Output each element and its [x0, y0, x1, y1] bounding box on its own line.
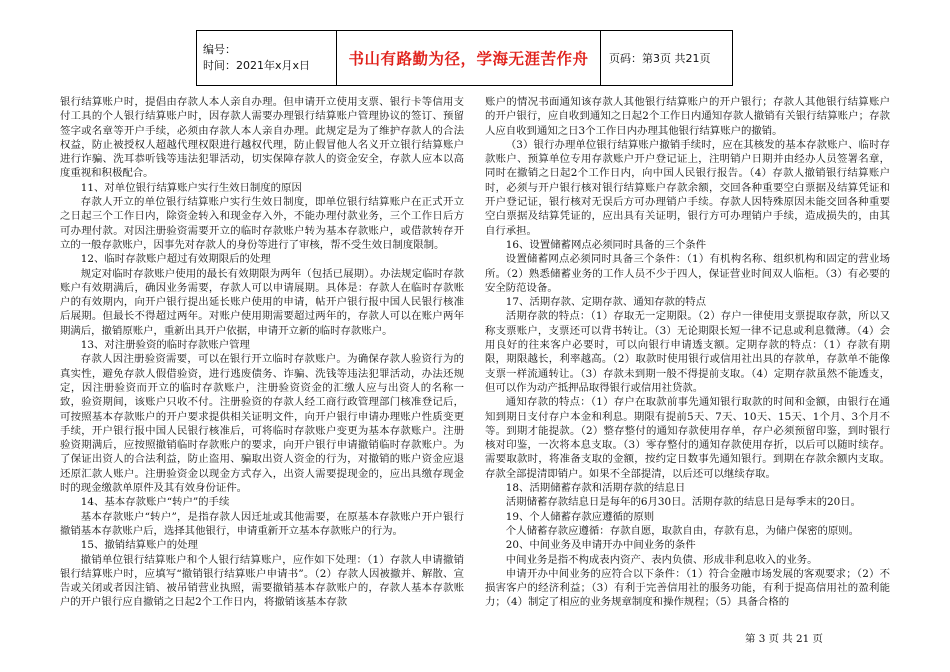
paragraph: 14、基本存款账户“转户”的手续	[80, 496, 230, 509]
paragraph: 存款人因注册验资需要，可以在银行开立临时存款账户。为确保存款人验资行为的真实性，避免存款人假借验资，进行逃废债务、诈骗、洗钱等违法犯罪活动，办法还规定，因注册验资而开立的临时存款账户，注册验资资金的汇缴人应与出资人的名称一致，验资期间，该账户只收不付。注册验资的存款人经工商行政管理部门核准登记后，可按照基本存款账户的开户要求提供相关证明文件，向开户银行申请办理账户性质变更手续，开户银行报中国人民银行核准后，可将临时存款账户变更为基本存款账户。注册验资期满后，应按照撤销临时存款账户的要求，向开户银行申请撤销临时存款账户。为了保证出资人的合法利益，防止盗用、骗取出资人资金的行为，对撤销的账户资金应退还原汇款人账户。注册验资金以现金方式存入，出资人需要提现金的，应出具缴存现金时的现金缴款单原件及其有效身份证件。	[60, 353, 464, 495]
page-label: 页码：第3页 共21页	[609, 52, 711, 65]
header-motto-cell	[337, 31, 601, 85]
number-label: 编号：	[203, 43, 236, 56]
paragraph: 13、对注册验资的临时存款账户管理	[80, 339, 250, 352]
header-page-cell	[601, 31, 732, 85]
paragraph: 申请开办中间业务的应符合以下条件：（1）符合金融市场发展的客观要求；（2）不损害客户的经济利益；（3）有利于完善信用社的服务功能，有利于提高信用社的盈利能力；（4）制定了相应的业务规章制度和操作规程；（5）具备合格的	[485, 567, 890, 609]
paragraph: 规定对临时存款账户使用的最长有效期限为两年（包括已展期）。办法规定临时存款账户有效期满后，确因业务需要，存款人可以申请展期。具体是：存款人在临时存款账户的有效期内，向开户银行提出延长账户使用的申请，帖开户银行报中国人民银行核准后展期。但最长不得超过两年。对账户使用期需要超过两年的，存款人可以在账户两年期满后，撤销原账户，重新出具开户依据，申请开立新的临时存款账户。	[60, 267, 464, 337]
paragraph: 15、撤销结算账户的处理	[80, 539, 198, 552]
paragraph: 设置储蓄网点必须同时具备三个条件：（1）有机构名称、组织机构和固定的营业场所。（2）熟悉储蓄业务的工作人员不少于四人，保证营业时间双人临柜。（3）有必要的安全防范设备。	[485, 253, 890, 294]
paragraph: 19、个人储蓄存款应遵循的原则	[505, 510, 655, 523]
paragraph: 12、临时存款账户超过有效期限后的处理	[80, 253, 271, 266]
paragraph: 基本存款账户“转户”，是指存款人因迁址或其他需要，在原基本存款账户开户银行撤销基本存款账户后，选择其他银行，申请重新开立基本存款账户的行为。	[60, 510, 464, 537]
motto-text: 书山有路勤为径，学海无涯苦作舟	[348, 50, 589, 68]
paragraph: 账户的情况书面通知该存款人其他银行结算账户的开户银行；存款人其他银行结算账户的开户银行，应自收到通知之日起2个工作日内通知存款人撤销有关银行结算账户；存款人应自收到通知之日3个工作日内办理其他银行结算账户的撤销。	[485, 96, 890, 137]
time-label: 时间：2021年x月x日	[203, 59, 311, 72]
paragraph: 16、设置储蓄网点必须同时具备的三个条件	[505, 238, 707, 251]
paragraph: 活期存款的特点：（1）存取无一定期限。（2）存户一律使用支票提取存款，所以又称支票账户，支票还可以背书转让。（3）无论期限长短一律不记息或利息微薄。（4）会用良好的往来客户必要时，可以向银行申请透支额。定期存款的特点：（1）存款有期限，期限越长，利率越高。（2）取款时使用银行或信用社出具的存款单，存款单不能像支票一样流通转让。（3）存款未到期一般不得提前支取。（4）定期存款虽然不能透支，但可以作为动产抵押品取得银行或信用社贷款。	[485, 310, 890, 394]
paragraph: 18、活期储蓄存款和活期存款的结息日	[505, 482, 686, 495]
paragraph: 11、对单位银行结算账户实行生效日制度的原因	[80, 181, 302, 194]
paragraph: 中间业务是指不构成表内资产、表内负债、形成非利息收入的业务。	[505, 553, 818, 566]
paragraph: 个人储蓄存款应遵循：存款自愿，取款自由，存款有息，为储户保密的原则。	[505, 524, 860, 537]
document-header	[196, 30, 733, 86]
left-column	[60, 95, 464, 610]
paragraph: 存款人开立的单位银行结算账户实行生效日制度，即单位银行结算账户在正式开立之日起三个工作日内，除资金转入和现金存入外，不能办理付款业务，三个工作日后方可办理付款。对因注册验资需要开立的临时存款账户转为基本存款账户，或借款转存开立的一般存款账户，因事先对存款人的身份等进行了审核，帮不受生效日制度限制。	[60, 196, 464, 251]
paragraph: 撤销单位银行结算账户和个人银行结算账户，应作如下处理：（1）存款人申请撤销银行结算账户时，应填写“撤销银行结算账户申请书”。（2）存款人因被撤并、解散、宣告或关闭或者因注销、被吊销营业执照，需要撤销基本存款账户的，存款人基本存款账户的开户银行应自撤销之日起2个工作日内，将撤销该基本存款	[60, 553, 464, 609]
paragraph: 20、中间业务及申请开办中间业务的条件	[505, 539, 696, 552]
right-column	[485, 95, 890, 610]
paragraph: 通知存款的特点：（1）存户在取款前事先通知银行取款的时间和金额，由银行在通知到期日支付存户本金和利息。期限有提前5天、7天、10天、15天、1个月、3个月不等。到期才能提款。（2）整存整付的通知存款使用存单，存户必须预留印鉴，到时银行核对印鉴，一次将本息支取。（3）零存整付的通知存款使用存折，以后可以随时续存。需要取款时，将准备支取的金额，按约定日数事先通知银行。到期在存款余额内支取。存款全部提清即销户。如果不全部提清，以后还可以继续存取。	[485, 396, 890, 480]
page-footer: 第 3 页 共 21 页	[745, 633, 823, 645]
paragraph: （3）银行办理单位银行结算账户撤销手续时，应在其核发的基本存款账户、临时存款账户、预算单位专用存款账户开户登记证上，注明销户日期并由经办人员签署名章，同时在撤销之日起2个工作日内，向中国人民银行报告。（4）存款人撤销银行结算账户时，必须与开户银行核对银行结算账户存款余额，交回各种重要空白票据及结算凭证和开户登记证，银行核对无误后方可办理销户手续。存款人因特殊原因未能交回各种重要空白票据及结算凭证的，应出具有关证明，银行方可办理销户手续，造成损失的，由其自行承担。	[485, 138, 890, 237]
paragraph: 活期储蓄存款结息日是每年的6月30日。活期存款的结息日是每季末的20日。	[505, 496, 861, 509]
header-info-cell	[197, 31, 337, 85]
paragraph: 17、活期存款、定期存款、通知存款的特点	[505, 296, 707, 309]
paragraph: 银行结算账户时，提倡由存款人本人亲自办理。但申请开立使用支票、银行卡等信用支付工具的个人银行结算账户时，因存款人需要办理银行结算账户管理协议的签订、预留签字或名章等开户手续，必须由存款人本人亲自办理。此规定是为了维护存款人的合法权益，防止被授权人超越代理权限进行越权代理，防止假冒他人名义开立银行结算账户进行诈骗、洗耳恭听钱等违法犯罪活动，切实保障存款人的资金安全，存款人应本以高度重视和积极配合。	[60, 96, 464, 180]
